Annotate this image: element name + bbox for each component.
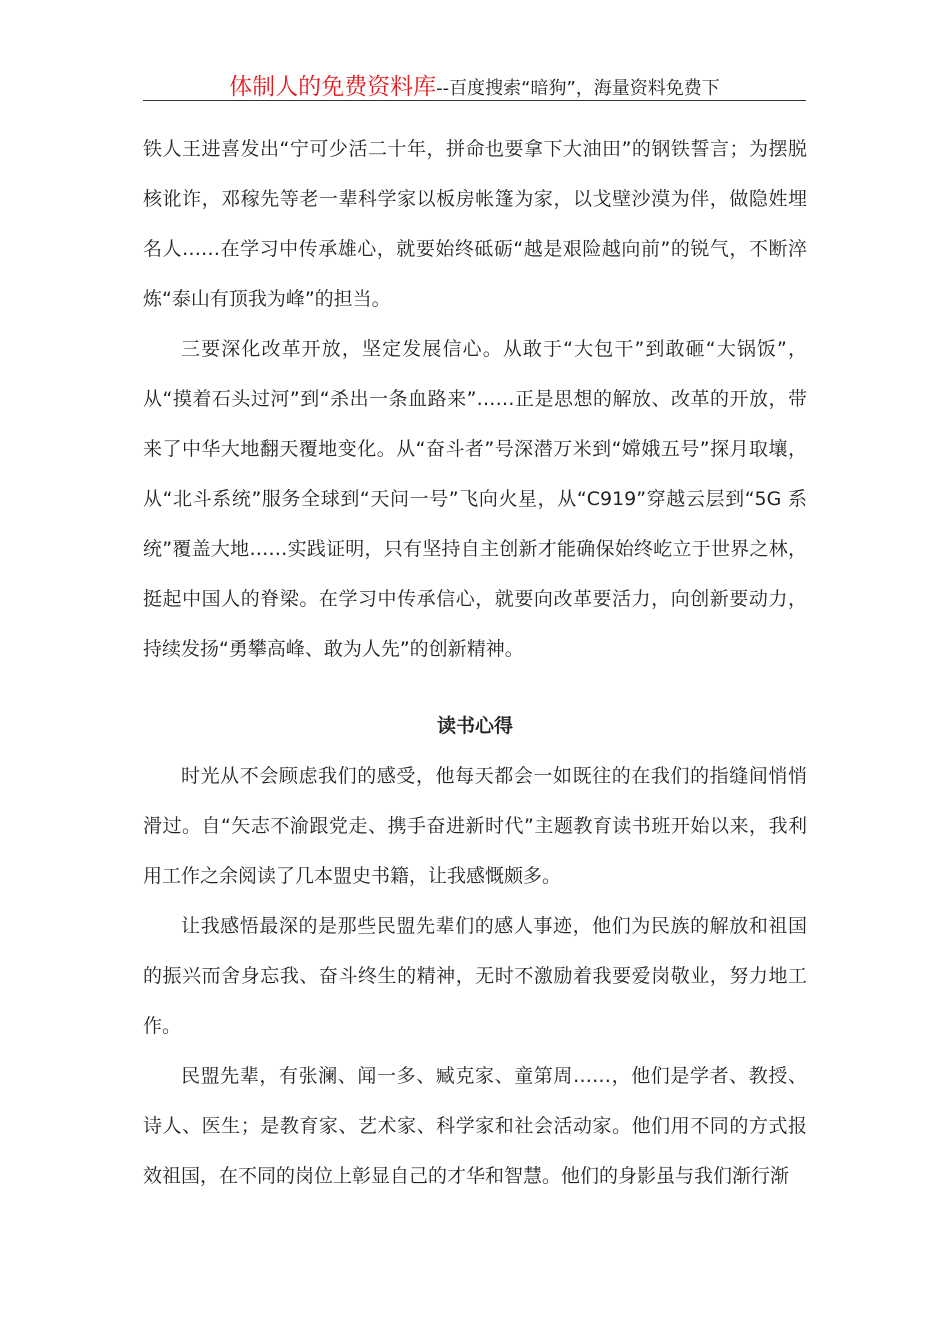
paragraph-intro: 时光从不会顾虑我们的感受，他每天都会一如既往的在我们的指缝间悄悄滑过。自“矢志不渝跟党走、携手奋进新时代”主题教育读书班开始以来，我利用工作之余阅读了几本盟史书籍，让我感慨颇多。 [143, 765, 807, 887]
header-brand: 体制人的免费资料库 [229, 74, 437, 100]
section-title: 读书心得 [436, 715, 513, 737]
paragraph-predecessors: 民盟先辈，有张澜、闻一多、臧克家、童第周……，他们是学者、教授、诗人、医生；是教育家、艺术家、科学家和社会活动家。他们用不同的方式报效祖国，在不同的岗位上彰显自己的才华和智慧。他们的身影虽与我们渐行渐 [143, 1065, 807, 1187]
page-header [143, 68, 806, 101]
paragraph-reform: 三要深化改革开放，坚定发展信心。从敢于“大包干”到敢砸“大锅饭”，从“摸着石头过河”到“杀出一条血路来”……正是思想的解放、改革的开放，带来了中华大地翻天覆地变化。从“奋斗者”号深潜万米到“嫦娥五号”探月取壤，从“北斗系统”服务全球到“天问一号”飞向火星，从“C919”穿越云层到“5G 系统”覆盖大地……实践证明，只有坚持自主创新才能确保始终屹立于世界之林，挺起中国人的脊梁。在学习中传承信心，就要向改革要活力，向创新要动力，持续发扬“勇攀高峰、敢为人先”的创新精神。 [143, 338, 807, 660]
document-body [143, 124, 807, 1201]
paragraph-continuation: 铁人王进喜发出“宁可少活二十年，拼命也要拿下大油田”的钢铁誓言；为摆脱核讹诈，邓稼先等老一辈科学家以板房帐篷为家，以戈壁沙漠为伴，做隐姓埋名人……在学习中传承雄心，就要始终砥砺“越是艰险越向前”的锐气，不断淬炼“泰山有顶我为峰”的担当。 [143, 138, 807, 310]
paragraph-inspiration: 让我感悟最深的是那些民盟先辈们的感人事迹，他们为民族的解放和祖国的振兴而舍身忘我、奋斗终生的精神，无时不激励着我要爱岗敬业，努力地工作。 [143, 915, 807, 1037]
header-tagline: --百度搜索“暗狗”，海量资料免费下 [436, 78, 720, 99]
